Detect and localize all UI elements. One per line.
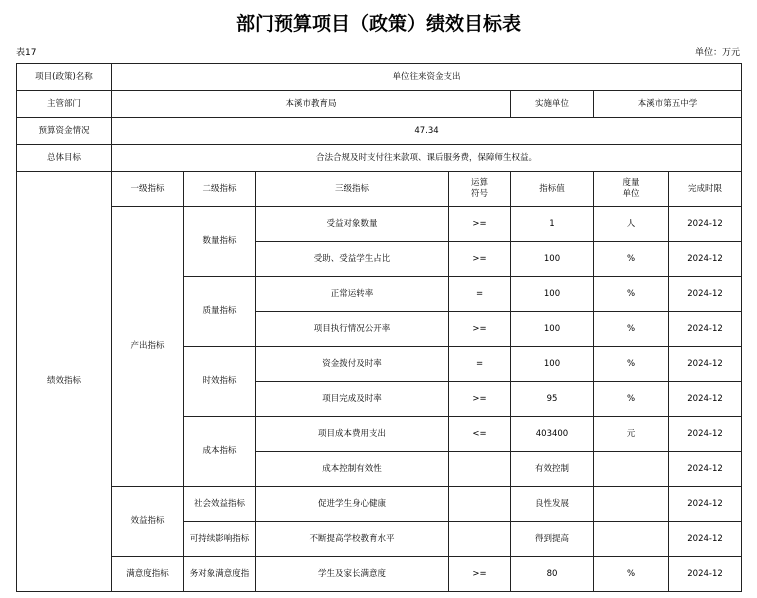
level2-cost: 成本指标 <box>184 417 256 487</box>
indicator-deadline: 2024-12 <box>669 522 742 557</box>
header-unit <box>594 172 669 207</box>
indicator-name: 促进学生身心健康 <box>256 487 449 522</box>
impl-label: 实施单位 <box>511 91 594 118</box>
table-row <box>17 557 742 592</box>
indicator-deadline: 2024-12 <box>669 347 742 382</box>
indicator-value: 100 <box>511 277 594 312</box>
table-row <box>17 487 742 522</box>
indicator-deadline: 2024-12 <box>669 277 742 312</box>
project-name-label: 项目(政策)名称 <box>17 64 112 91</box>
indicator-operator: >= <box>449 207 511 242</box>
table-row <box>17 64 742 91</box>
indicator-unit: 人 <box>594 207 669 242</box>
goal-label: 总体目标 <box>17 145 112 172</box>
indicator-value: 有效控制 <box>511 452 594 487</box>
goal-value: 合法合规及时支付往来款项、课后服务费，保障师生权益。 <box>112 145 742 172</box>
indicator-value: 95 <box>511 382 594 417</box>
level1-satisfaction: 满意度指标 <box>112 557 184 592</box>
indicator-operator <box>449 522 511 557</box>
indicator-value: 1 <box>511 207 594 242</box>
indicator-operator: = <box>449 277 511 312</box>
indicator-value: 80 <box>511 557 594 592</box>
indicator-unit: % <box>594 312 669 347</box>
level2-timeliness: 时效指标 <box>184 347 256 417</box>
indicator-deadline: 2024-12 <box>669 382 742 417</box>
impl-value: 本溪市第五中学 <box>594 91 742 118</box>
level2-sustainability: 可持续影响指标 <box>184 522 256 557</box>
indicator-value: 100 <box>511 312 594 347</box>
project-name-value: 单位往来资金支出 <box>112 64 742 91</box>
table-row <box>17 118 742 145</box>
level1-benefit: 效益指标 <box>112 487 184 557</box>
indicator-name: 成本控制有效性 <box>256 452 449 487</box>
header-level2: 二级指标 <box>184 172 256 207</box>
unit-label: 单位：万元 <box>694 48 740 58</box>
indicator-value: 403400 <box>511 417 594 452</box>
header-operator <box>449 172 511 207</box>
indicator-value: 100 <box>511 347 594 382</box>
indicator-name: 项目执行情况公开率 <box>256 312 449 347</box>
indicator-name: 受益对象数量 <box>256 207 449 242</box>
level2-service-satisfaction: 务对象满意度指 <box>184 557 256 592</box>
indicator-name: 不断提高学校教育水平 <box>256 522 449 557</box>
indicator-unit: % <box>594 347 669 382</box>
indicator-value: 良性发展 <box>511 487 594 522</box>
header-operator-line1: 运算 <box>470 178 488 188</box>
indicator-unit: % <box>594 557 669 592</box>
table-row <box>17 91 742 118</box>
indicator-name: 学生及家长满意度 <box>256 557 449 592</box>
indicator-deadline: 2024-12 <box>669 557 742 592</box>
table-number: 表17 <box>16 48 37 58</box>
header-row <box>17 172 742 207</box>
indicator-operator: <= <box>449 417 511 452</box>
indicator-name: 项目成本费用支出 <box>256 417 449 452</box>
indicator-operator: >= <box>449 312 511 347</box>
header-unit-line2: 单位 <box>622 189 640 199</box>
header-level3: 三级指标 <box>256 172 449 207</box>
level1-output: 产出指标 <box>112 207 184 487</box>
indicator-operator: >= <box>449 382 511 417</box>
page-title: 部门预算项目（政策）绩效目标表 <box>235 13 521 35</box>
indicator-deadline: 2024-12 <box>669 487 742 522</box>
header-level1: 一级指标 <box>112 172 184 207</box>
perf-label: 绩效指标 <box>17 172 112 592</box>
table-row <box>17 207 742 242</box>
indicator-deadline: 2024-12 <box>669 207 742 242</box>
indicator-operator <box>449 487 511 522</box>
indicator-value: 得到提高 <box>511 522 594 557</box>
header-value: 指标值 <box>511 172 594 207</box>
indicator-name: 资金拨付及时率 <box>256 347 449 382</box>
level2-quality: 质量指标 <box>184 277 256 347</box>
level2-quantity: 数量指标 <box>184 207 256 277</box>
dept-label: 主管部门 <box>17 91 112 118</box>
indicator-unit <box>594 487 669 522</box>
indicator-deadline: 2024-12 <box>669 312 742 347</box>
indicator-operator <box>449 452 511 487</box>
indicator-operator: = <box>449 347 511 382</box>
dept-value: 本溪市教育局 <box>112 91 511 118</box>
performance-table <box>16 63 742 592</box>
indicator-unit <box>594 452 669 487</box>
table-row <box>17 145 742 172</box>
indicator-unit <box>594 522 669 557</box>
indicator-deadline: 2024-12 <box>669 452 742 487</box>
indicator-name: 项目完成及时率 <box>256 382 449 417</box>
indicator-deadline: 2024-12 <box>669 242 742 277</box>
indicator-value: 100 <box>511 242 594 277</box>
indicator-unit: 元 <box>594 417 669 452</box>
indicator-unit: % <box>594 242 669 277</box>
indicator-unit: % <box>594 382 669 417</box>
indicator-name: 受助、受益学生占比 <box>256 242 449 277</box>
header-unit-line1: 度量 <box>622 178 640 188</box>
indicator-unit: % <box>594 277 669 312</box>
indicator-name: 正常运转率 <box>256 277 449 312</box>
indicator-operator: >= <box>449 557 511 592</box>
budget-value: 47.34 <box>112 118 742 145</box>
header-operator-line2: 符号 <box>470 189 488 199</box>
level2-social-benefit: 社会效益指标 <box>184 487 256 522</box>
indicator-deadline: 2024-12 <box>669 417 742 452</box>
budget-label: 预算资金情况 <box>17 118 112 145</box>
header-deadline: 完成时限 <box>669 172 742 207</box>
indicator-operator: >= <box>449 242 511 277</box>
